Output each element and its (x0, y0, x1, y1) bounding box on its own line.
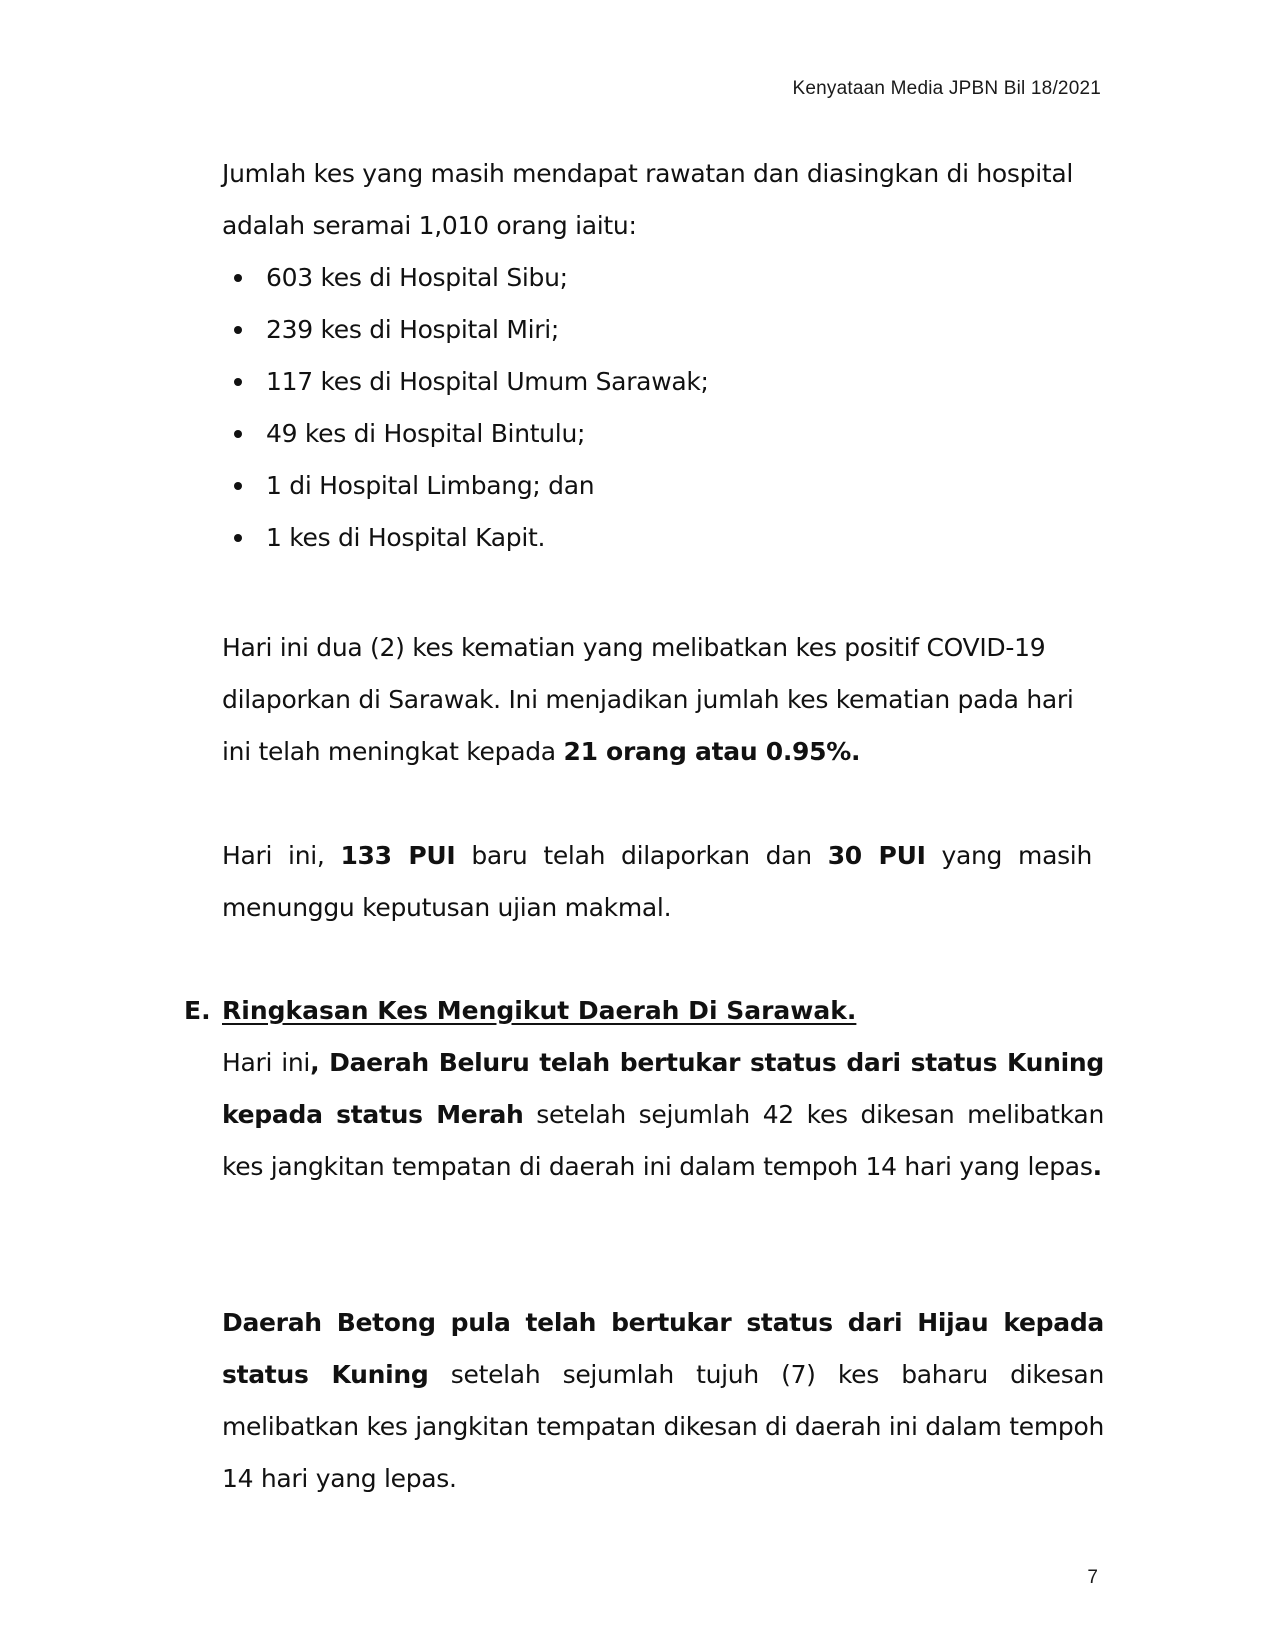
list-item (222, 356, 1082, 408)
beluru-text-1: Hari ini (222, 1048, 311, 1077)
header-reference: Kenyataan Media JPBN Bil 18/2021 (792, 78, 1101, 99)
list-item (222, 460, 1082, 512)
pui-text-2: baru telah dilaporkan dan (455, 841, 828, 870)
list-item-text: 49 kes di Hospital Bintulu; (266, 419, 586, 448)
pui-pending-count: 30 PUI (827, 841, 926, 870)
bullet-icon (234, 326, 242, 334)
pui-new-count: 133 PUI (340, 841, 456, 870)
betong-text: setelah sejumlah tujuh (7) kes baharu dikesan melibatkan kes jangkitan tempatan dikesan di daerah ini dalam tempoh 14 hari yang lepas. (222, 1360, 1104, 1493)
deaths-highlight: 21 orang atau 0.95%. (563, 737, 861, 766)
beluru-end: . (1092, 1152, 1102, 1181)
section-letter: E. (184, 996, 211, 1025)
section-title: Ringkasan Kes Mengikut Daerah Di Sarawak. (222, 996, 857, 1025)
section-heading (184, 985, 1104, 1037)
hospital-summary-intro: Jumlah kes yang masih mendapat rawatan dan diasingkan di hospital adalah seramai 1,010 orang iaitu: (222, 159, 1074, 240)
pui-text-3: yang masih menunggu keputusan ujian makmal. (222, 841, 1093, 922)
list-item-text: 1 kes di Hospital Kapit. (266, 523, 546, 552)
list-item (222, 304, 1082, 356)
bullet-icon (234, 378, 242, 386)
page-number: 7 (1087, 1567, 1098, 1588)
betong-status-change: Daerah Betong pula telah bertukar status dari Hijau kepada status Kuning (222, 1308, 1104, 1389)
beluru-text-2: setelah sejumlah 42 kes dikesan melibatkan kes jangkitan tempatan di daerah ini dalam tempoh 14 hari yang lepas (222, 1100, 1104, 1181)
section-e (184, 985, 1104, 1037)
bullet-icon (234, 534, 242, 542)
betong-paragraph (222, 1297, 1104, 1505)
list-item (222, 512, 1082, 564)
deaths-text: Hari ini dua (2) kes kematian yang melibatkan kes positif COVID-19 dilaporkan di Sarawak. Ini menjadikan jumlah kes kematian pada hari ini telah meningkat kepada (222, 633, 1074, 766)
deaths-paragraph (222, 622, 1092, 778)
list-item (222, 252, 1082, 304)
bullet-icon (234, 274, 242, 282)
list-item-text: 1 di Hospital Limbang; dan (266, 471, 595, 500)
list-item-text: 239 kes di Hospital Miri; (266, 315, 559, 344)
bullet-icon (234, 482, 242, 490)
beluru-paragraph (222, 1037, 1104, 1193)
beluru-status-change: , Daerah Beluru telah bertukar status dari status Kuning kepada status Merah (222, 1048, 1104, 1129)
list-item (222, 408, 1082, 460)
pui-text-1: Hari ini, (222, 841, 341, 870)
list-item-text: 603 kes di Hospital Sibu; (266, 263, 568, 292)
hospital-list (222, 252, 1082, 564)
pui-paragraph (222, 830, 1092, 934)
bullet-icon (234, 430, 242, 438)
list-item-text: 117 kes di Hospital Umum Sarawak; (266, 367, 709, 396)
